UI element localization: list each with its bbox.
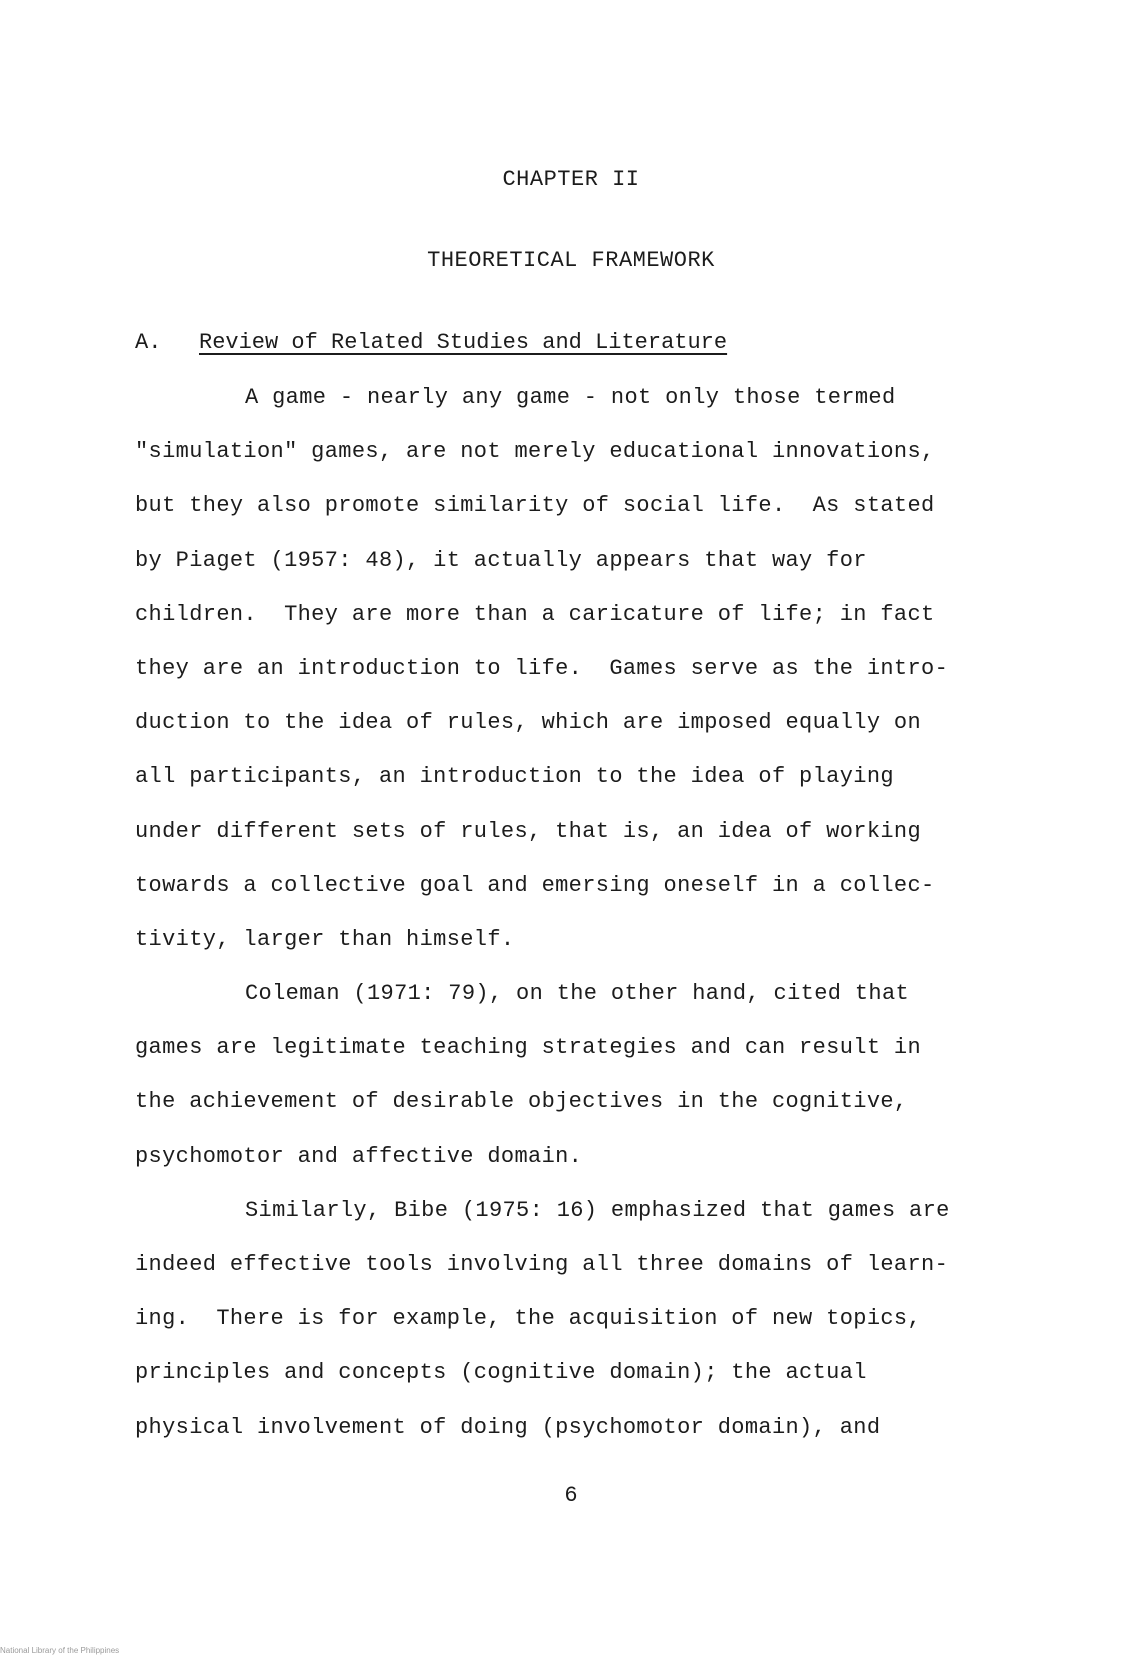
text-line: the achievement of desirable objectives in the cognitive,: [135, 1089, 908, 1115]
text-line: under different sets of rules, that is, an idea of working: [135, 818, 922, 844]
text-line: they are an introduction to life. Games serve as the intro-: [135, 655, 949, 681]
text-line: games are legitimate teaching strategies and can result in: [135, 1035, 922, 1061]
text-line: principles and concepts (cognitive domain); the actual: [135, 1360, 867, 1386]
text-line: A game - nearly any game - not only those termed: [245, 385, 896, 410]
text-line: indeed effective tools involving all three domains of learn-: [135, 1252, 949, 1277]
text-line: by Piaget (1957: 48), it actually appears that way for: [135, 547, 867, 573]
chapter-number: CHAPTER II: [502, 167, 640, 192]
text-line: Coleman (1971: 79), on the other hand, cited that: [245, 981, 910, 1007]
section-title: Review of Related Studies and Literature: [199, 330, 728, 355]
chapter-title: THEORETICAL FRAMEWORK: [427, 248, 715, 273]
footer-stamp: National Library of the Philippines: [0, 1646, 120, 1655]
body-text: [135, 385, 1075, 1469]
text-line: physical involvement of doing (psychomotor domain), and: [135, 1414, 881, 1440]
section-heading: [135, 330, 727, 355]
section-letter: A.: [135, 330, 162, 355]
text-line: towards a collective goal and emersing oneself in a collec-: [135, 872, 935, 898]
text-line: "simulation" games, are not merely educational innovations,: [135, 439, 935, 465]
text-line: ing. There is for example, the acquisition of new topics,: [135, 1306, 922, 1332]
text-line: but they also promote similarity of social life. As stated: [135, 493, 935, 519]
text-line: duction to the idea of rules, which are imposed equally on: [135, 710, 922, 736]
text-line: tivity, larger than himself.: [135, 926, 515, 952]
text-line: children. They are more than a caricature of life; in fact: [135, 601, 935, 627]
text-line: Similarly, Bibe (1975: 16) emphasized that games are: [245, 1197, 950, 1223]
text-line: all participants, an introduction to the idea of playing: [135, 764, 894, 790]
page-number: 6: [564, 1483, 578, 1508]
text-line: psychomotor and affective domain.: [135, 1143, 583, 1169]
